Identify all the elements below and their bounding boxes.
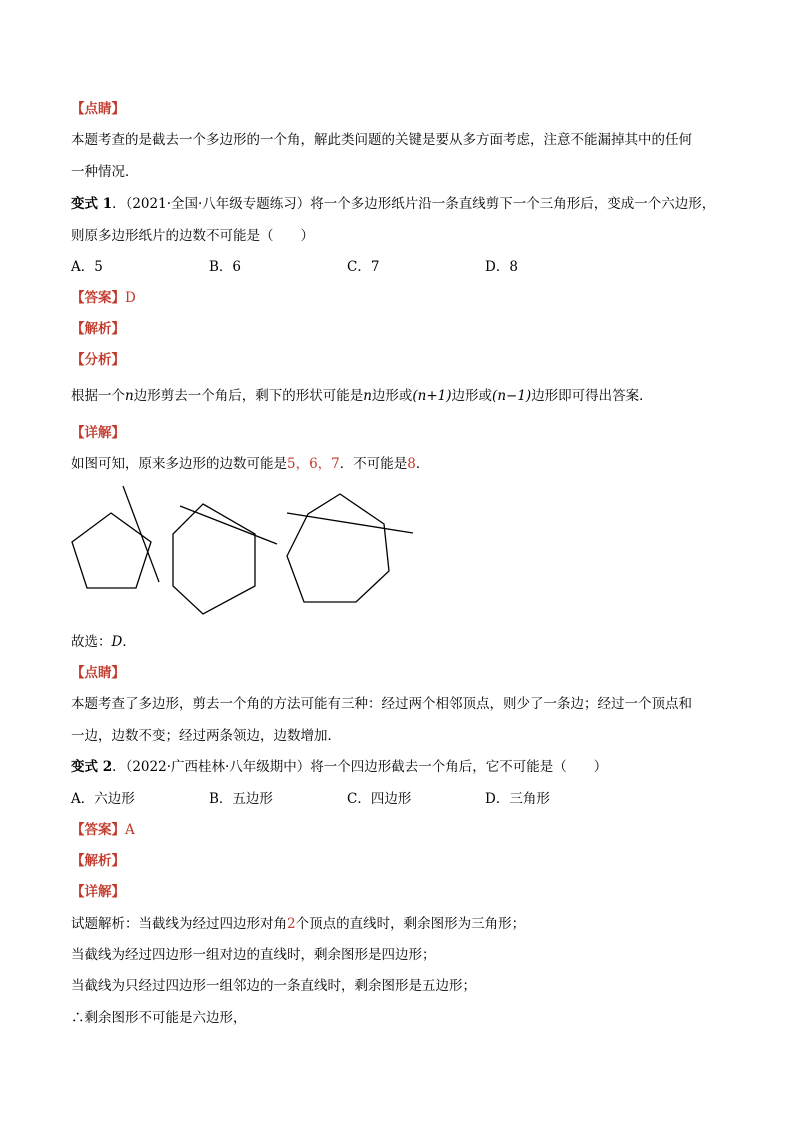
detail-label: 【详解】: [71, 425, 125, 441]
paragraph-line: 一边，边数不变；经过两条领边，边数增加．: [71, 728, 341, 744]
paragraph-line: 本题考查了多边形，剪去一个角的方法可能有三种：经过两个相邻顶点，则少了一条边；经过一个顶点和: [71, 696, 692, 712]
fenxi-label: 【分析】: [71, 352, 125, 368]
text-span: 边形即可得出答案．: [531, 388, 653, 404]
cut-line-1: [123, 486, 159, 582]
text-span: ．不可能是: [339, 456, 408, 472]
math-n-plus-1: (n+1): [412, 388, 452, 404]
section-label-dianjing: 【点睛】: [71, 101, 125, 117]
answer-line: [71, 820, 734, 840]
paragraph-line: 本题考查的是截去一个多边形的一个角，解此类问题的关键是要从多方面考虑，注意不能漏掉其中的任何: [71, 132, 692, 148]
text-span: ．: [122, 634, 136, 650]
text-span: 根据一个: [71, 388, 125, 404]
question-stem-1: [71, 194, 734, 214]
answer-value: A: [125, 822, 135, 838]
text-span: 边形或: [451, 388, 493, 404]
option-b: B．6: [209, 259, 242, 275]
text-span: 个顶点的直线时，剩余图形为三角形；: [295, 916, 526, 932]
cut-line-3: [287, 513, 413, 533]
text-span: 边形或: [371, 388, 413, 404]
possible-values: 5，6，7: [287, 456, 340, 472]
options-row: [71, 257, 734, 277]
paragraph-line: 一种情况．: [71, 164, 139, 180]
option-a: A．5: [71, 259, 103, 275]
heptagon-shape: [287, 494, 389, 602]
options-row: [71, 789, 734, 809]
option-d: D．8: [485, 259, 518, 275]
answer-label: 【答案】: [71, 290, 125, 306]
math-n: n: [125, 388, 134, 404]
option-c: C．四边形: [347, 791, 412, 807]
answer-label: 【答案】: [71, 822, 125, 838]
choose-line: [71, 632, 734, 652]
impossible-value: 8: [407, 456, 416, 472]
answer-line: [71, 288, 734, 308]
detail-text: [71, 914, 734, 934]
detail-label: 【详解】: [71, 884, 125, 900]
detail-text: 当截线为只经过四边形一组邻边的一条直线时，剩余图形是五边形；: [71, 978, 476, 994]
section-label-dianjing: 【点睛】: [71, 665, 125, 681]
option-b: B．五边形: [209, 791, 273, 807]
math-n-minus-1: (n−1): [492, 388, 532, 404]
text-span: ．: [415, 456, 430, 472]
option-a: A．六边形: [71, 791, 135, 807]
chosen-answer: D: [111, 634, 123, 650]
pentagon-shape: [72, 513, 151, 588]
cut-line-2: [180, 506, 277, 544]
question-text: 则原多边形纸片的边数不可能是（ ）: [71, 228, 314, 244]
hexagon-shape: [173, 504, 255, 614]
analysis-label: 【解析】: [71, 853, 125, 869]
polygon-figure: [60, 482, 430, 622]
question-text: 将一个多边形纸片沿一条直线剪下一个三角形后，变成一个六边形，: [310, 196, 716, 212]
question-title: 变式 2: [71, 759, 113, 775]
question-stem-2: [71, 757, 734, 777]
text-span: 故选：: [71, 634, 112, 650]
detail-text: 当截线为经过四边形一组对边的直线时，剩余图形是四边形；: [71, 947, 436, 963]
math-n: n: [363, 388, 372, 404]
polygon-diagram: [60, 482, 430, 622]
text-span: 边形剪去一个角后，剩下的形状可能是: [133, 388, 364, 404]
detail-text: [71, 454, 734, 474]
vertex-count: 2: [287, 916, 296, 932]
text-span: 如图可知，原来多边形的边数可能是: [71, 456, 287, 472]
fenxi-text: [71, 386, 734, 406]
question-text: 将一个四边形截去一个角后，它不可能是（ ）: [310, 759, 608, 775]
question-title: 变式 1: [71, 196, 113, 212]
answer-value: D: [125, 290, 136, 306]
text-span: 试题解析：当截线为经过四边形对角: [71, 916, 287, 932]
option-d: D．三角形: [485, 791, 550, 807]
option-c: C．7: [347, 259, 380, 275]
question-source: ．（2022·广西桂林·八年级期中）: [112, 759, 311, 775]
question-source: ．（2021·全国·八年级专题练习）: [112, 196, 311, 212]
detail-text: ∴剩余图形不可能是六边形，: [71, 1010, 247, 1026]
analysis-label: 【解析】: [71, 321, 125, 337]
